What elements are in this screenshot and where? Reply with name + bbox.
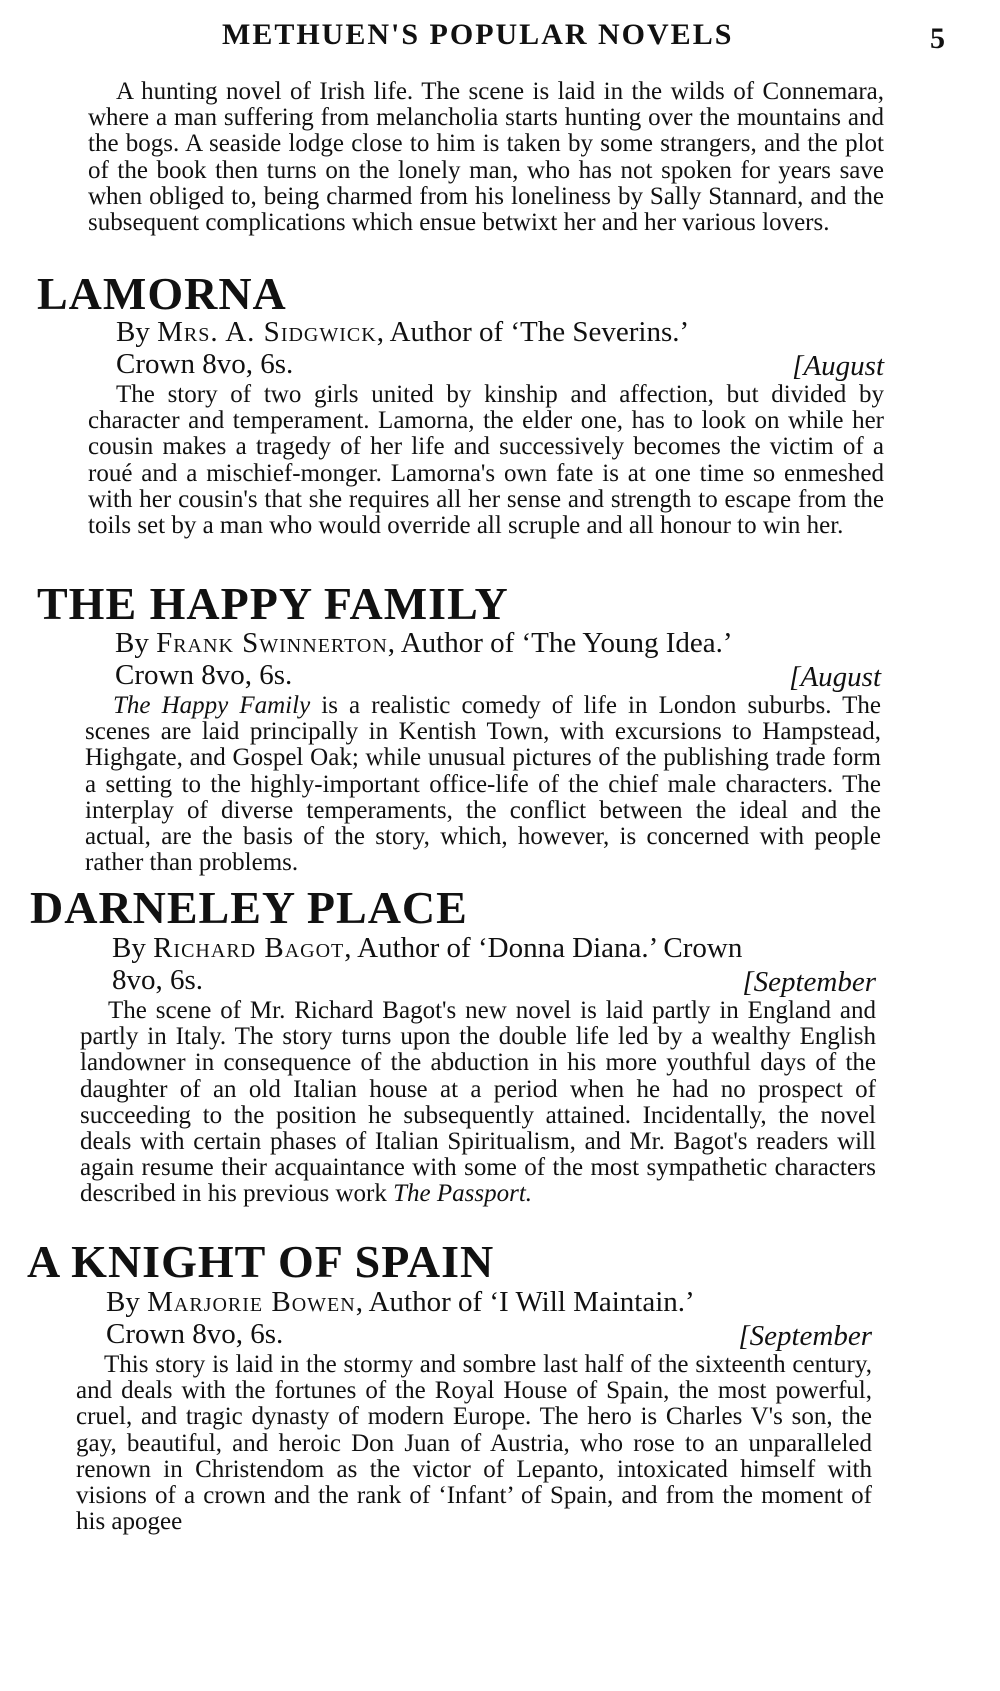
format-line — [85, 659, 881, 693]
byline — [80, 932, 876, 964]
description-text: is a realistic comedy of life in London suburbs. The scenes are laid principally in Kentish Town, with excursions to Hampstead, Highgate, and Gospel Oak; while unusual pictures of the publishing trade form a setting to the highly-important office-life of the chief male characters. The interplay of diverse temperaments, the conflict between the ideal and the actual, are the basis of the story, which, however, is concerned with people rather than problems. — [85, 692, 882, 877]
format-price: Crown 8vo, 6s. — [116, 348, 294, 380]
format-price: 8vo, 6s. — [112, 964, 204, 996]
entry-knight-of-spain — [76, 1286, 872, 1535]
entry-title-happy-family: THE HAPPY FAMILY — [37, 578, 509, 629]
entry-title-lamorna: LAMORNA — [37, 268, 287, 319]
publication-date: [August — [789, 661, 881, 693]
byline-credit: , Author of ‘Donna Diana.’ Crown — [344, 932, 743, 964]
author-name: Richard Bagot — [153, 932, 345, 964]
book-title-reference: The Happy Family — [113, 692, 311, 719]
format-price: Crown 8vo, 6s. — [115, 659, 293, 691]
byline-credit: , Author of ‘The Young Idea.’ — [387, 627, 733, 659]
publication-date: [September — [742, 966, 876, 998]
publication-date: [August — [792, 350, 884, 382]
page-number: 5 — [930, 22, 945, 55]
byline — [76, 1286, 872, 1318]
intro-block — [88, 79, 884, 236]
entry-lamorna — [88, 316, 884, 539]
running-head — [0, 18, 1000, 58]
byline-prefix: By — [112, 932, 146, 964]
description-text: The scene of Mr. Richard Bagot's new novel is laid partly in England and partly in Italy. The story turns upon the double life led by a wealthy English landowner in consequence of the abduction in his more youthful days of the daughter of an old Italian house at a period when he had no prospect of succeeding to the position he subsequently attained. Incidentally, the novel deals with certain phases of Italian Spiritualism, and Mr. Bagot's readers will again resume their acquaintance with some of the most sympathetic characters described in his previous work — [80, 997, 876, 1208]
entry-happy-family — [85, 627, 881, 876]
format-line — [88, 348, 884, 382]
author-name: Frank Swinnerton — [156, 627, 388, 659]
byline-prefix: By — [116, 316, 150, 348]
entry-description — [80, 998, 876, 1208]
byline-prefix: By — [106, 1286, 140, 1318]
intro-paragraph: A hunting novel of Irish life. The scene is laid in the wilds of Connemara, where a man suffering from melancholia starts hunting over the mountains and the bogs. A seaside lodge close to him is taken by some strangers, and the plot of the book then turns on the lonely man, who has not spoken for years save when obliged to, being charmed from his loneliness by Sally Stannard, and the subsequent complications which ensue betwixt her and her various lovers. — [88, 78, 884, 237]
byline-credit: , Author of ‘The Severins.’ — [376, 316, 690, 348]
format-line — [80, 964, 876, 998]
entry-description: The story of two girls united by kinship and affection, but divided by character and temperament. Lamorna, the elder one, has to look on while her cousin makes a tragedy of her life and successively becomes the victim of a roué and a mischief-monger. Lamorna's own fate is at one time so enmeshed with her cousin's that she requires all her sense and strength to escape from the toils set by a man who would override all scruple and all honour to win her. — [88, 381, 884, 540]
byline — [85, 627, 881, 659]
author-name: Marjorie Bowen — [147, 1286, 356, 1318]
entry-description — [85, 693, 881, 876]
byline-prefix: By — [115, 627, 149, 659]
format-line — [76, 1318, 872, 1352]
entry-title-darneley-place: DARNELEY PLACE — [30, 882, 468, 933]
book-title-reference: The Passport. — [393, 1180, 533, 1208]
entry-darneley-place — [80, 932, 876, 1208]
byline — [88, 316, 884, 348]
author-name: Mrs. A. Sidgwick — [157, 316, 377, 348]
publication-date: [September — [738, 1320, 872, 1352]
entry-title-knight-of-spain: A KNIGHT OF SPAIN — [27, 1236, 495, 1287]
format-price: Crown 8vo, 6s. — [106, 1318, 284, 1350]
running-title: METHUEN'S POPULAR NOVELS — [222, 18, 734, 51]
byline-credit: , Author of ‘I Will Maintain.’ — [355, 1286, 695, 1318]
entry-description: This story is laid in the stormy and sombre last half of the sixteenth century, and deals with the fortunes of the Royal House of Spain, the most powerful, cruel, and tragic dynasty of modern Europe. The hero is Charles V's son, the gay, beautiful, and heroic Don Juan of Austria, who rose to an unparalleled renown in Christendom as the victor of Lepanto, intoxicated himself with visions of a crown and the rank of ‘Infant’ of Spain, and from the moment of his apogee — [76, 1351, 872, 1536]
